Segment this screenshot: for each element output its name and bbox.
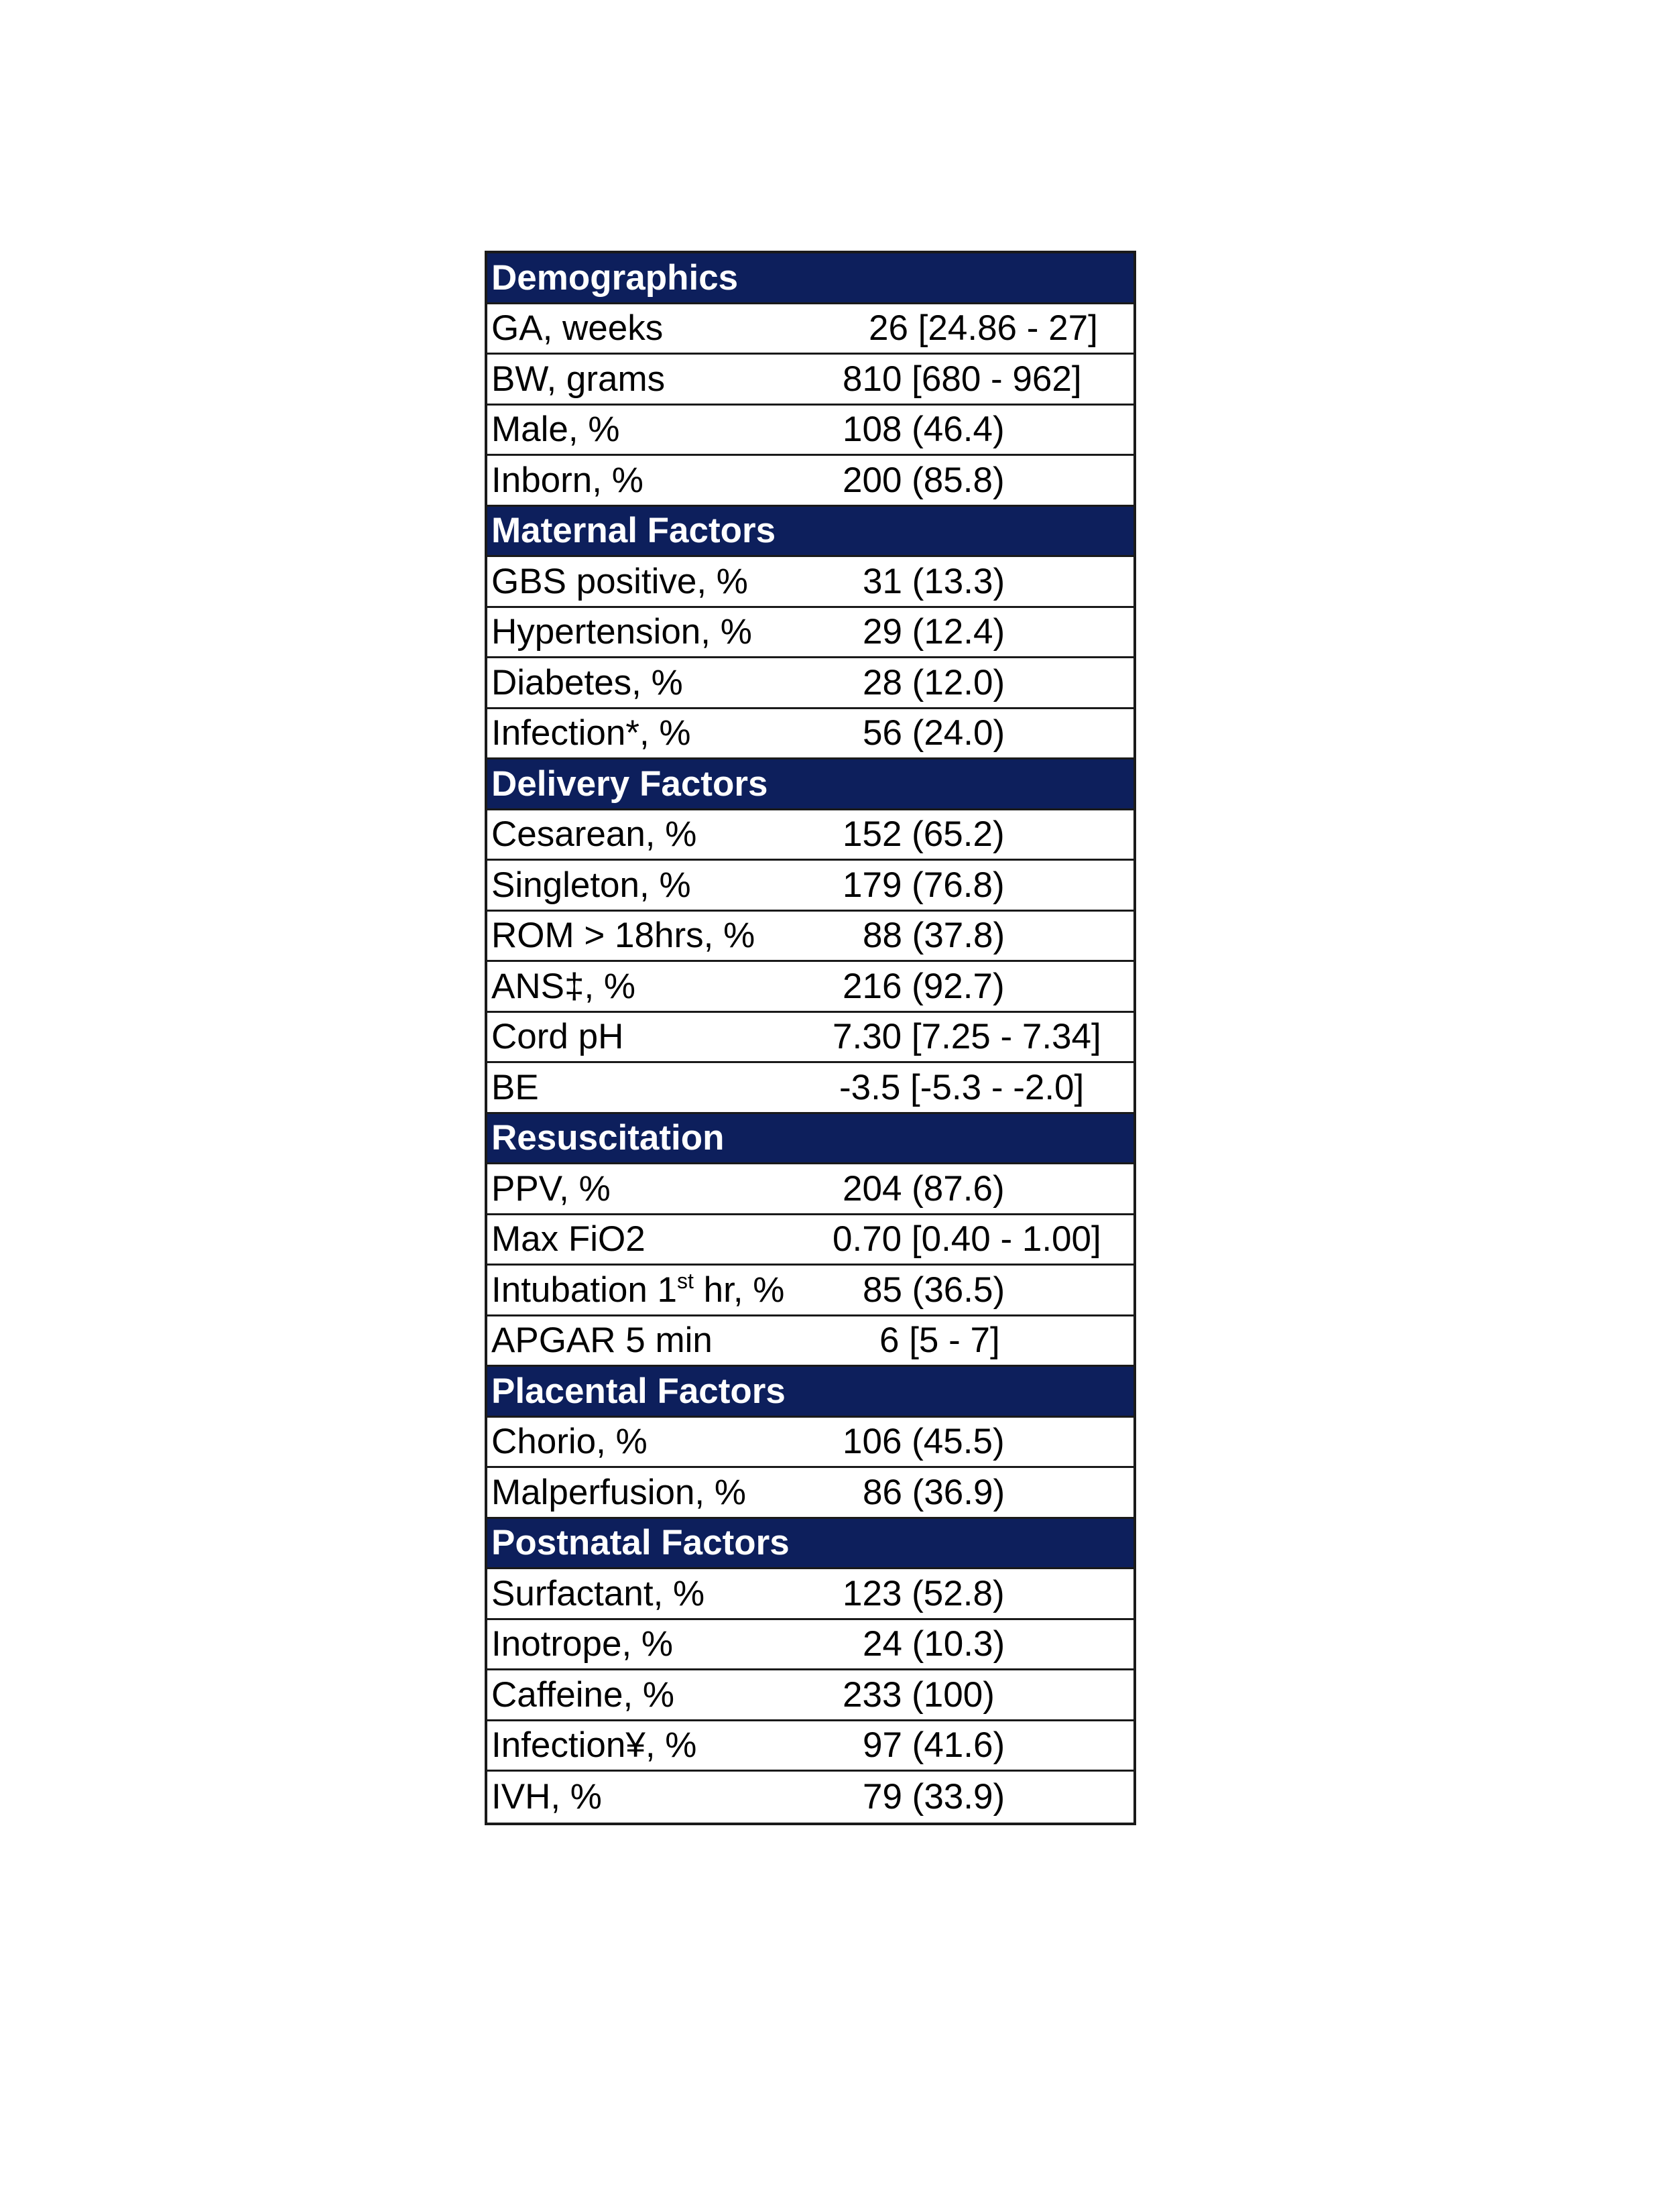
- row-label: Surfactant, %: [491, 1573, 705, 1613]
- table-row: [487, 1620, 1133, 1671]
- table-row: [487, 709, 1133, 760]
- table-row: [487, 456, 1133, 507]
- row-label: PPV, %: [491, 1168, 611, 1209]
- table-row: [487, 1266, 1133, 1316]
- section-header-maternal-factors: Maternal Factors: [487, 507, 1133, 558]
- row-value: 6 [5 - 7]: [879, 1320, 1000, 1361]
- row-value: 88 (37.8): [863, 916, 1005, 956]
- row-value: 216 (92.7): [843, 966, 1005, 1006]
- row-label: Malperfusion, %: [491, 1472, 747, 1512]
- row-value: 106 (45.5): [843, 1422, 1005, 1462]
- row-label: Max FiO2: [491, 1219, 646, 1259]
- row-label: ANS‡, %: [491, 966, 636, 1006]
- table-row: [487, 912, 1133, 963]
- table-row: [487, 658, 1133, 709]
- row-value: 29 (12.4): [863, 612, 1005, 652]
- table-row: [487, 1063, 1133, 1114]
- section-header-postnatal-factors: Postnatal Factors: [487, 1519, 1133, 1570]
- row-label: GBS positive, %: [491, 561, 748, 601]
- table-row: [487, 1569, 1133, 1620]
- row-label: BE: [491, 1067, 539, 1107]
- row-value: -3.5 [-5.3 - -2.0]: [839, 1067, 1085, 1107]
- table-row: [487, 1164, 1133, 1215]
- row-value: 79 (33.9): [863, 1777, 1005, 1817]
- table-row: [487, 1013, 1133, 1064]
- row-value: 233 (100): [843, 1674, 995, 1715]
- row-label: APGAR 5 min: [491, 1320, 713, 1361]
- row-label: Inborn, %: [491, 460, 643, 500]
- row-value: 86 (36.9): [863, 1472, 1005, 1512]
- row-value: 31 (13.3): [863, 561, 1005, 601]
- table-row: [487, 1772, 1133, 1823]
- row-value: 7.30 [7.25 - 7.34]: [833, 1017, 1101, 1057]
- row-label: Diabetes, %: [491, 662, 683, 702]
- row-label: Infection¥, %: [491, 1725, 697, 1766]
- row-label: Cord pH: [491, 1017, 624, 1057]
- characteristics-table: [485, 251, 1136, 1825]
- table-row: [487, 1721, 1133, 1772]
- row-label: Infection*, %: [491, 713, 691, 753]
- row-label: ROM > 18hrs, %: [491, 916, 755, 956]
- table-row: [487, 304, 1133, 355]
- row-value: 810 [680 - 962]: [843, 359, 1082, 399]
- row-value: 28 (12.0): [863, 662, 1005, 702]
- row-label: Caffeine, %: [491, 1674, 675, 1715]
- table-row: [487, 557, 1133, 608]
- row-value: 108 (46.4): [843, 410, 1005, 450]
- row-value: 204 (87.6): [843, 1168, 1005, 1209]
- row-label: Inotrope, %: [491, 1624, 674, 1664]
- row-value: 56 (24.0): [863, 713, 1005, 753]
- row-value: 200 (85.8): [843, 460, 1005, 500]
- table-row: [487, 1468, 1133, 1519]
- table-row: [487, 861, 1133, 912]
- row-value: 26 [24.86 - 27]: [869, 308, 1098, 349]
- row-label: Chorio, %: [491, 1422, 648, 1462]
- row-value: 24 (10.3): [863, 1624, 1005, 1664]
- section-header-resuscitation: Resuscitation: [487, 1114, 1133, 1165]
- table-row: [487, 1418, 1133, 1469]
- row-label: GA, weeks: [491, 308, 664, 349]
- row-label: BW, grams: [491, 359, 666, 399]
- row-label: Intubation 1st hr, %: [491, 1268, 785, 1310]
- row-value: 179 (76.8): [843, 865, 1005, 905]
- row-value: 123 (52.8): [843, 1573, 1005, 1613]
- table-row: [487, 355, 1133, 406]
- row-value: 85 (36.5): [863, 1270, 1005, 1310]
- table-row: [487, 406, 1133, 456]
- section-header-delivery-factors: Delivery Factors: [487, 759, 1133, 810]
- table-row: [487, 608, 1133, 659]
- row-label: Singleton, %: [491, 865, 691, 905]
- table-row: [487, 962, 1133, 1013]
- row-label: IVH, %: [491, 1777, 602, 1817]
- table-row: [487, 1316, 1133, 1367]
- table-row: [487, 810, 1133, 861]
- section-header-demographics: Demographics: [487, 253, 1133, 304]
- row-value: 97 (41.6): [863, 1725, 1005, 1766]
- row-label: Hypertension, %: [491, 612, 752, 652]
- row-value: 0.70 [0.40 - 1.00]: [833, 1219, 1101, 1259]
- table-row: [487, 1670, 1133, 1721]
- row-label: Male, %: [491, 410, 620, 450]
- table-row: [487, 1215, 1133, 1266]
- section-header-placental-factors: Placental Factors: [487, 1367, 1133, 1418]
- row-value: 152 (65.2): [843, 814, 1005, 855]
- row-label: Cesarean, %: [491, 814, 697, 855]
